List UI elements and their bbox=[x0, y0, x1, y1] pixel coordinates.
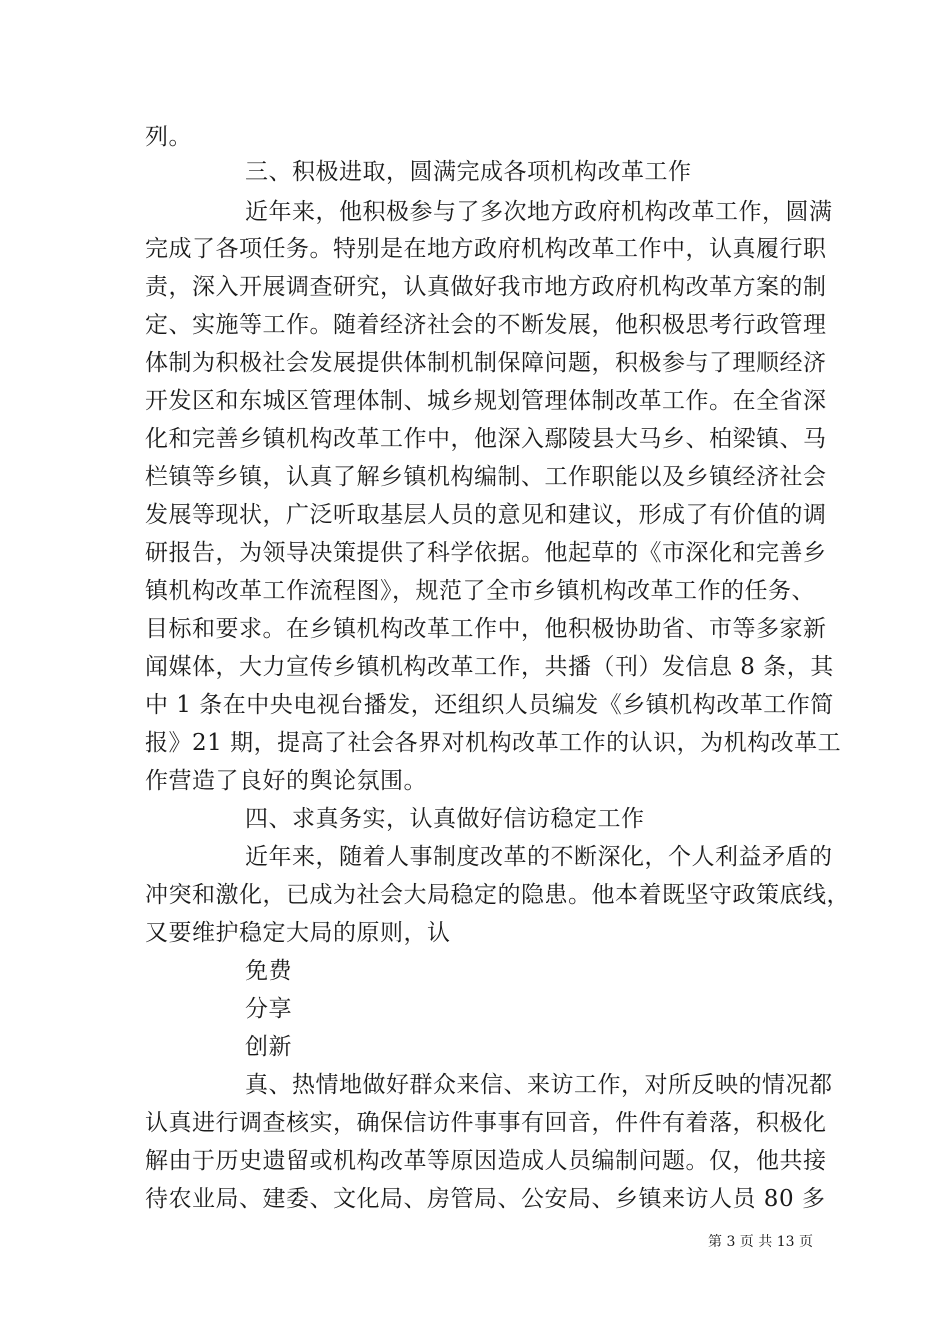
inserted-word-share: 分享 bbox=[245, 996, 292, 1022]
paragraph-line: 近年来，随着人事制度改革的不断深化，个人利益矛盾的 bbox=[245, 844, 833, 870]
paragraph-line: 责，深入开展调查研究，认真做好我市地方政府机构改革方案的制 bbox=[145, 274, 827, 300]
page-number: 第 3 页 共 13 页 bbox=[708, 1234, 813, 1250]
paragraph-line: 闻媒体，大力宣传乡镇机构改革工作，共播（刊）发信息 8 条，其 bbox=[145, 654, 834, 680]
section-heading-3: 三、积极进取，圆满完成各项机构改革工作 bbox=[245, 159, 692, 185]
paragraph-line: 解由于历史遗留或机构改革等原因造成人员编制问题。仅，他共接 bbox=[145, 1148, 827, 1174]
paragraph-line: 真、热情地做好群众来信、来访工作，对所反映的情况都 bbox=[245, 1072, 833, 1098]
paragraph-line: 作营造了良好的舆论氛围。 bbox=[145, 768, 427, 794]
paragraph-line: 发展等现状，广泛听取基层人员的意见和建议，形成了有价值的调 bbox=[145, 502, 827, 528]
paragraph-line: 目标和要求。在乡镇机构改革工作中，他积极协助省、市等多家新 bbox=[145, 616, 827, 642]
paragraph-line: 栏镇等乡镇，认真了解乡镇机构编制、工作职能以及乡镇经济社会 bbox=[145, 464, 827, 490]
paragraph-line: 近年来，他积极参与了多次地方政府机构改革工作，圆满 bbox=[245, 199, 833, 225]
paragraph-line: 研报告，为领导决策提供了科学依据。他起草的《市深化和完善乡 bbox=[145, 540, 827, 566]
paragraph-line: 镇机构改革工作流程图》，规范了全市乡镇机构改革工作的任务、 bbox=[145, 578, 815, 604]
paragraph-line: 化和完善乡镇机构改革工作中，他深入鄢陵县大马乡、柏梁镇、马 bbox=[145, 426, 827, 452]
paragraph-line: 定、实施等工作。随着经济社会的不断发展，他积极思考行政管理 bbox=[145, 312, 827, 338]
inserted-word-innovate: 创新 bbox=[245, 1034, 292, 1060]
paragraph-line: 又要维护稳定大局的原则，认 bbox=[145, 920, 451, 946]
paragraph-line: 体制为积极社会发展提供体制机制保障问题，积极参与了理顺经济 bbox=[145, 350, 827, 376]
paragraph-line: 报》21 期，提高了社会各界对机构改革工作的认识，为机构改革工 bbox=[145, 730, 842, 756]
paragraph-line: 中 1 条在中央电视台播发，还组织人员编发《乡镇机构改革工作简 bbox=[145, 692, 834, 718]
paragraph-line: 开发区和东城区管理体制、城乡规划管理体制改革工作。在全省深 bbox=[145, 388, 827, 414]
inserted-word-free: 免费 bbox=[245, 958, 292, 984]
paragraph-line: 冲突和激化，已成为社会大局稳定的隐患。他本着既坚守政策底线， bbox=[145, 882, 850, 908]
paragraph-line: 认真进行调查核实，确保信访件事事有回音，件件有着落，积极化 bbox=[145, 1110, 827, 1136]
paragraph-line: 完成了各项任务。特别是在地方政府机构改革工作中，认真履行职 bbox=[145, 236, 827, 262]
paragraph-line: 待农业局、建委、文化局、房管局、公安局、乡镇来访人员 80 多 bbox=[145, 1186, 826, 1212]
section-heading-4: 四、求真务实，认真做好信访稳定工作 bbox=[245, 806, 645, 832]
text-line: 列。 bbox=[145, 124, 192, 150]
